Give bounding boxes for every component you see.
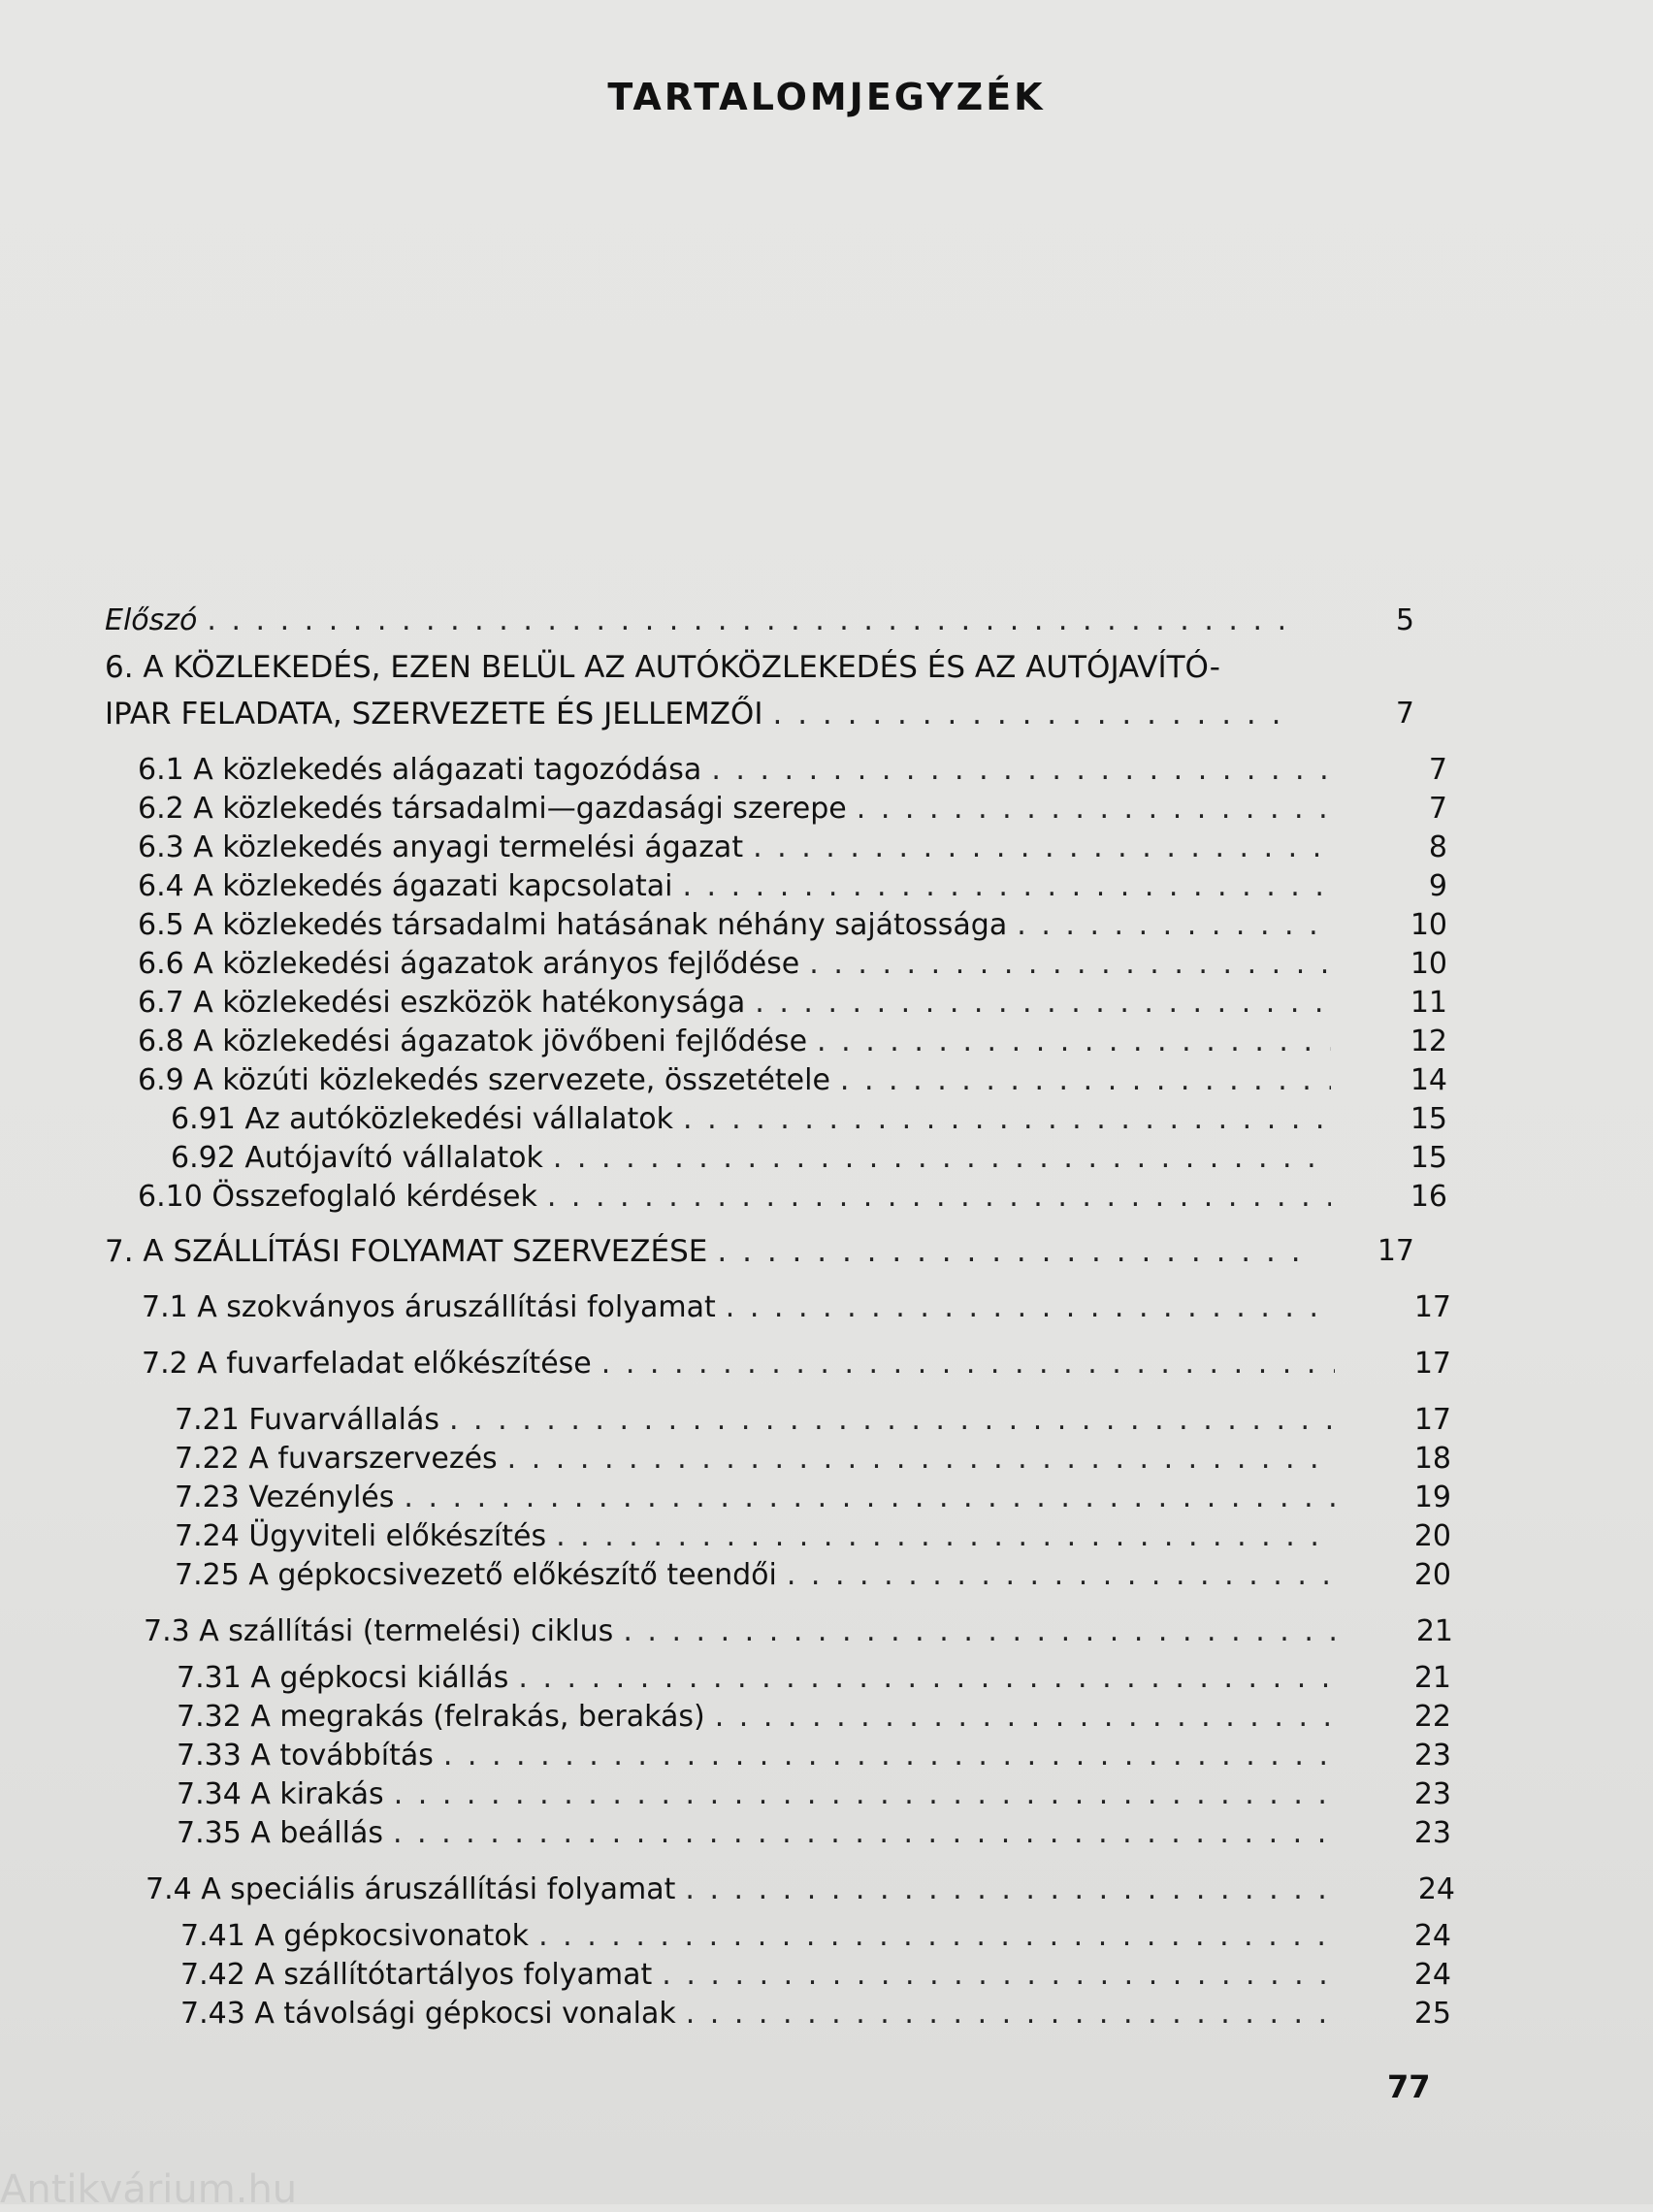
toc-entry-label: 7.23 Vezénylés — [175, 1480, 395, 1514]
toc-entry-page: 23 — [1413, 1739, 1451, 1773]
dot-leader — [711, 753, 1331, 787]
dot-leader — [601, 1347, 1335, 1381]
toc-entry-page: 17 — [1413, 1347, 1451, 1381]
toc-entry-7-1 — [142, 1290, 1451, 1324]
toc-entry-label: 7.4 A speciális áruszállítási folyamat — [146, 1872, 676, 1906]
toc-entry-label: 6.1 A közlekedés alágazati tagozódása — [138, 753, 702, 787]
toc-entry-label: 7.32 A megrakás (felrakás, berakás) — [177, 1700, 705, 1734]
toc-entry-page: 22 — [1413, 1700, 1451, 1734]
dot-leader — [685, 1872, 1339, 1906]
dot-leader — [817, 1025, 1331, 1058]
toc-entry-7-3 — [144, 1614, 1453, 1648]
page-title: TARTALOMJEGYZÉK — [607, 76, 1046, 118]
dot-leader — [726, 1290, 1335, 1324]
toc-entry-label: 6.4 A közlekedés ágazati kapcsolatai — [138, 869, 673, 903]
dot-leader — [772, 697, 1298, 732]
dot-leader — [809, 947, 1331, 981]
toc-entry-7-33 — [177, 1739, 1451, 1773]
toc-entry-6-5 — [138, 908, 1447, 942]
toc-entry-page: 25 — [1413, 1997, 1451, 2031]
toc-entry-label: 6.9 A közúti közlekedés szervezete, összetétele — [138, 1063, 830, 1097]
toc-chapter-7 — [105, 1234, 1414, 1269]
toc-entry-page: 7 — [1428, 792, 1447, 826]
dot-leader — [755, 986, 1331, 1020]
dot-leader — [404, 1480, 1335, 1514]
toc-entry-page: 10 — [1410, 908, 1447, 942]
toc-entry-label: 7.31 A gépkocsi kiállás — [177, 1661, 509, 1695]
toc-entry-label: 6.92 Autójavító vállalatok — [171, 1141, 543, 1175]
toc-entry-6-7 — [138, 986, 1447, 1020]
toc-entry-7-21 — [175, 1403, 1451, 1437]
toc-entry-page: 9 — [1428, 869, 1447, 903]
toc-entry-7-31 — [177, 1661, 1451, 1695]
toc-entry-label: 7.41 A gépkocsivonatok — [180, 1919, 530, 1953]
toc-entry-page: 17 — [1413, 1290, 1451, 1324]
dot-leader — [443, 1739, 1335, 1773]
dot-leader — [715, 1700, 1335, 1734]
toc-entry-label: 7.35 A beállás — [177, 1816, 383, 1850]
toc-entry-label: 6.2 A közlekedés társadalmi—gazdasági szerepe — [138, 792, 847, 826]
toc-entry-page: 7 — [1395, 697, 1414, 731]
toc-entry-label: 7.3 A szállítási (termelési) ciklus — [144, 1614, 614, 1648]
toc-entry-7-25 — [175, 1558, 1451, 1592]
dot-leader — [553, 1141, 1331, 1175]
toc-entry-6-4 — [138, 869, 1447, 903]
dot-leader — [753, 830, 1331, 864]
toc-entry-7-23 — [175, 1480, 1451, 1514]
toc-entry-label: 7. A SZÁLLÍTÁSI FOLYAMAT SZERVEZÉSE — [105, 1234, 708, 1269]
toc-entry-label: 6.3 A közlekedés anyagi termelési ágazat — [138, 830, 744, 864]
toc-entry-7-24 — [175, 1519, 1451, 1553]
toc-entry-6-91 — [171, 1102, 1447, 1136]
toc-entry-page: 19 — [1413, 1480, 1451, 1514]
toc-entry-label: Előszó — [105, 603, 198, 637]
toc-entry-label: 6.10 Összefoglaló kérdések — [138, 1180, 537, 1214]
toc-entry-label: 7.42 A szállítótartályos folyamat — [180, 1958, 653, 1992]
dot-leader — [840, 1063, 1331, 1097]
toc-entry-label: 7.22 A fuvarszervezés — [175, 1442, 498, 1476]
toc-entry-label: IPAR FELADATA, SZERVEZETE ÉS JELLEMZŐI — [105, 697, 763, 732]
toc-entry-label: 7.2 A fuvarfeladat előkészítése — [142, 1347, 592, 1381]
toc-entry-page: 10 — [1410, 947, 1447, 981]
toc-entry-label: 6.6 A közlekedési ágazatok arányos fejlődése — [138, 947, 800, 981]
toc-entry-label: 7.24 Ügyviteli előkészítés — [175, 1519, 547, 1553]
toc-entry-page: 24 — [1413, 1958, 1451, 1992]
dot-leader — [662, 1958, 1335, 1992]
toc-entry-7-41 — [180, 1919, 1451, 1953]
toc-entry-6-10 — [138, 1180, 1447, 1214]
dot-leader — [683, 1102, 1331, 1136]
toc-entry-page: 23 — [1413, 1816, 1451, 1850]
toc-entry-page: 7 — [1428, 753, 1447, 787]
toc-entry-page: 21 — [1413, 1661, 1451, 1695]
toc-entry-label: 7.33 A továbbítás — [177, 1739, 434, 1773]
dot-leader — [518, 1661, 1335, 1695]
toc-entry-7-35 — [177, 1816, 1451, 1850]
toc-entry-page: 11 — [1410, 986, 1447, 1020]
dot-leader — [682, 869, 1331, 903]
toc-entry-7-22 — [175, 1442, 1451, 1476]
dot-leader — [717, 1234, 1298, 1269]
toc-entry-label: 7.25 A gépkocsivezető előkészítő teendői — [175, 1558, 777, 1592]
toc-entry-6-2 — [138, 792, 1447, 826]
dot-leader — [787, 1558, 1335, 1592]
toc-entry-7-43 — [180, 1997, 1451, 2031]
toc-entry-label: 6.7 A közlekedési eszközök hatékonysága — [138, 986, 746, 1020]
toc-entry-page: 15 — [1410, 1102, 1447, 1136]
toc-entry-label: 6.91 Az autóközlekedési vállalatok — [171, 1102, 674, 1136]
dot-leader — [207, 603, 1298, 637]
toc-entry-label: 7.34 A kirakás — [177, 1777, 384, 1811]
toc-entry-7-4 — [146, 1872, 1455, 1906]
dot-leader — [538, 1919, 1335, 1953]
toc-entry-eloszo — [105, 603, 1414, 637]
toc-entry-label: 7.43 A távolsági gépkocsi vonalak — [180, 1997, 676, 2031]
toc-entry-page: 21 — [1415, 1614, 1453, 1648]
dot-leader — [394, 1777, 1335, 1811]
toc-entry-6-9 — [138, 1063, 1447, 1097]
toc-entry-label: 7.21 Fuvarvállalás — [175, 1403, 439, 1437]
toc-entry-6-8 — [138, 1025, 1447, 1058]
toc-entry-page: 18 — [1413, 1442, 1451, 1476]
dot-leader — [449, 1403, 1335, 1437]
toc-entry-page: 16 — [1410, 1180, 1447, 1214]
toc-entry-page: 20 — [1413, 1519, 1451, 1553]
toc-entry-7-34 — [177, 1777, 1451, 1811]
toc-chapter-6-line1: 6. A KÖZLEKEDÉS, EZEN BELÜL AZ AUTÓKÖZLEKEDÉS ÉS AZ AUTÓJAVÍTÓ- — [105, 650, 1220, 685]
page-number: 77 — [1387, 2068, 1431, 2105]
dot-leader — [623, 1614, 1337, 1648]
dot-leader — [1017, 908, 1331, 942]
toc-entry-page: 17 — [1413, 1403, 1451, 1437]
toc-entry-page: 20 — [1413, 1558, 1451, 1592]
toc-entry-page: 12 — [1410, 1025, 1447, 1058]
dot-leader — [686, 1997, 1335, 2031]
toc-entry-6-3 — [138, 830, 1447, 864]
toc-entry-label: 7.1 A szokványos áruszállítási folyamat — [142, 1290, 716, 1324]
dot-leader — [857, 792, 1331, 826]
toc-entry-page: 24 — [1413, 1919, 1451, 1953]
toc-entry-6-1 — [138, 753, 1447, 787]
toc-entry-page: 23 — [1413, 1777, 1451, 1811]
toc-entry-page: 8 — [1428, 830, 1447, 864]
toc-chapter-6 — [105, 697, 1414, 732]
toc-entry-label: 6.8 A közlekedési ágazatok jövőbeni fejlődése — [138, 1025, 808, 1058]
watermark: Antikvárium.hu — [0, 2167, 298, 2212]
toc-entry-6-6 — [138, 947, 1447, 981]
toc-entry-6-92 — [171, 1141, 1447, 1175]
toc-entry-label: 6.5 A közlekedés társadalmi hatásának néhány sajátossága — [138, 908, 1008, 942]
dot-leader — [556, 1519, 1335, 1553]
toc-entry-7-2 — [142, 1347, 1451, 1381]
toc-entry-page: 24 — [1417, 1872, 1455, 1906]
toc-entry-page: 14 — [1410, 1063, 1447, 1097]
toc-entry-7-42 — [180, 1958, 1451, 1992]
toc-entry-page: 17 — [1377, 1234, 1414, 1268]
dot-leader — [507, 1442, 1335, 1476]
dot-leader — [547, 1180, 1331, 1214]
toc-entry-page: 15 — [1410, 1141, 1447, 1175]
toc-entry-page: 5 — [1395, 603, 1414, 637]
toc-entry-7-32 — [177, 1700, 1451, 1734]
dot-leader — [393, 1816, 1335, 1850]
